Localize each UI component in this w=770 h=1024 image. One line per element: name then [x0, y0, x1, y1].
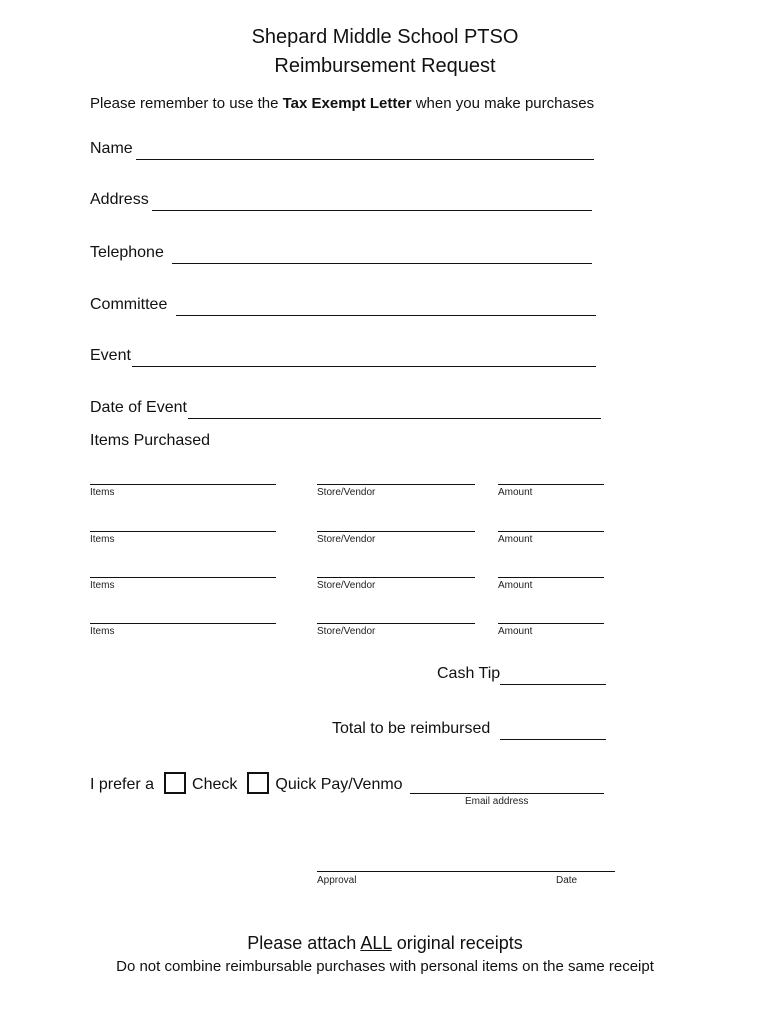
note-suffix: when you make purchases — [411, 95, 595, 112]
address-field[interactable] — [152, 209, 592, 211]
amount-caption: Amount — [498, 534, 533, 545]
footer-prefix: Please attach — [247, 933, 361, 953]
store-vendor-field[interactable] — [317, 576, 475, 578]
event-field[interactable] — [132, 365, 596, 367]
store-vendor-caption: Store/Vendor — [317, 580, 376, 591]
address-label: Address — [90, 191, 149, 208]
store-vendor-caption: Store/Vendor — [317, 626, 376, 637]
store-vendor-caption: Store/Vendor — [317, 534, 376, 545]
amount-field[interactable] — [498, 622, 604, 624]
item-field[interactable] — [90, 622, 276, 624]
amount-caption: Amount — [498, 626, 533, 637]
amount-caption: Amount — [498, 487, 533, 498]
date-of-event-field[interactable] — [188, 417, 601, 419]
items-caption: Items — [90, 580, 115, 591]
note-prefix: Please remember to use the — [90, 95, 283, 112]
amount-caption: Amount — [498, 580, 533, 591]
footer-suffix: original receipts — [391, 933, 523, 953]
amount-field[interactable] — [498, 530, 604, 532]
event-label: Event — [90, 347, 131, 364]
committee-field[interactable] — [176, 314, 596, 316]
note-bold: Tax Exempt Letter — [282, 95, 412, 112]
amount-field[interactable] — [498, 576, 604, 578]
date-of-event-label: Date of Event — [90, 399, 187, 416]
form-title-line2: Reimbursement Request — [274, 55, 496, 77]
store-vendor-field[interactable] — [317, 622, 475, 624]
tax-exempt-note — [90, 95, 594, 112]
store-vendor-caption: Store/Vendor — [317, 487, 376, 498]
items-caption: Items — [90, 487, 115, 498]
store-vendor-field[interactable] — [317, 530, 475, 532]
items-caption: Items — [90, 534, 115, 545]
check-option-label: Check — [192, 776, 238, 794]
cash-tip-label: Cash Tip — [437, 665, 501, 682]
form-title-line1: Shepard Middle School PTSO — [251, 26, 519, 48]
approval-caption: Approval — [317, 875, 357, 886]
items-purchased-heading: Items Purchased — [90, 432, 211, 449]
quickpay-venmo-label: Quick Pay/Venmo — [275, 776, 403, 794]
item-field[interactable] — [90, 576, 276, 578]
name-label: Name — [90, 140, 133, 157]
footer-all: ALL — [360, 933, 392, 953]
approval-field[interactable] — [317, 870, 615, 872]
date-caption: Date — [556, 875, 578, 886]
prefer-label: I prefer a — [90, 776, 155, 794]
quickpay-venmo-checkbox[interactable] — [247, 772, 269, 794]
check-checkbox[interactable] — [164, 772, 186, 794]
committee-label: Committee — [90, 296, 168, 313]
telephone-label: Telephone — [90, 244, 164, 261]
cash-tip-field[interactable] — [500, 683, 606, 685]
payment-preference — [90, 774, 403, 796]
total-reimbursed-field[interactable] — [500, 738, 606, 740]
attach-receipts-note — [0, 933, 770, 954]
combine-purchases-note: Do not combine reimbursable purchases with personal items on the same receipt — [116, 958, 654, 975]
name-field[interactable] — [136, 158, 594, 160]
items-caption: Items — [90, 626, 115, 637]
total-reimbursed-label: Total to be reimbursed — [332, 720, 491, 737]
store-vendor-field[interactable] — [317, 483, 475, 485]
email-address-field[interactable] — [410, 792, 604, 794]
item-field[interactable] — [90, 483, 276, 485]
telephone-field[interactable] — [172, 262, 592, 264]
email-address-caption: Email address — [465, 796, 529, 807]
amount-field[interactable] — [498, 483, 604, 485]
item-field[interactable] — [90, 530, 276, 532]
